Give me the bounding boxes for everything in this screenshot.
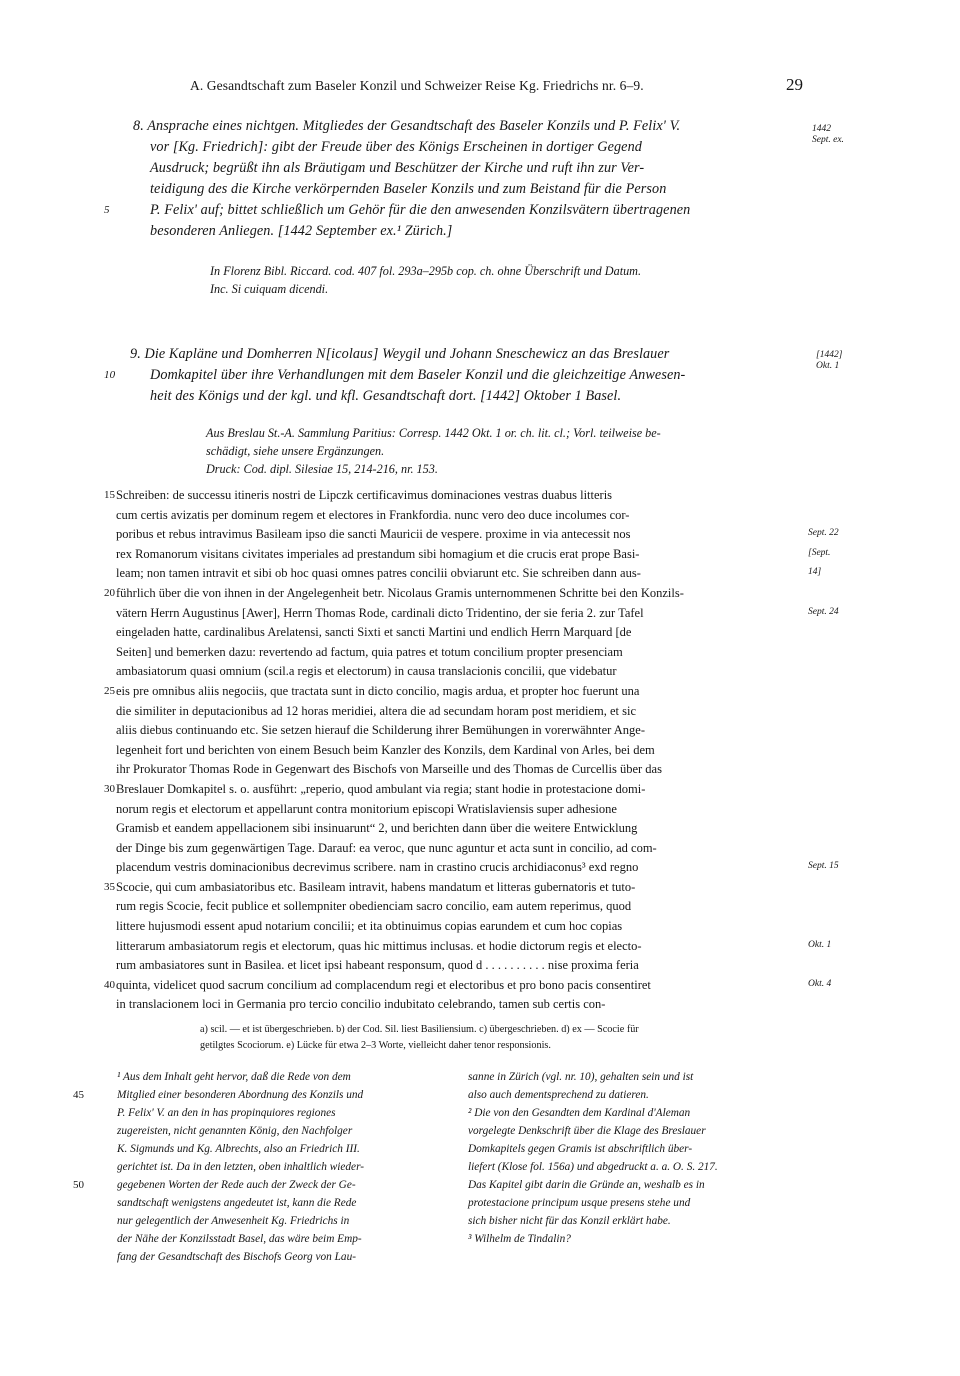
margin-date: Sept. 22 [808, 528, 839, 539]
footnote-text: sandtschaft wenigstens angedeutet ist, kann die Rede [117, 1197, 357, 1209]
margin-date: [Sept. [808, 547, 831, 558]
footnote-text: P. Felix' V. an den in has propinquiores regiones [117, 1107, 336, 1119]
apparatus-line: getilgtes Scociorum. e) Lücke für etwa 2–3 Worte, vielleicht daher tenor responsionis. [200, 1040, 551, 1051]
body-line-text: rex Romanorum visitans civitates imperiales ad prestandum sibi homagium et die crucis erat prope Basi- [116, 546, 640, 561]
body-line [0, 486, 960, 506]
document-9 [0, 344, 960, 476]
doc9-regest-line: heit des Königs und der kgl. und kfl. Gesandtschaft dort. [1442] Oktober 1 Basel. [150, 388, 622, 404]
body-line [0, 780, 960, 800]
body-line [0, 917, 960, 937]
body-line-text: littere hujusmodi essent apud notarium concilii; et ita obtinuimus copias earundem et cum hoc copias [116, 919, 623, 934]
doc8-source [0, 262, 960, 298]
doc8-regest-line: vor [Kg. Friedrich]: gibt der Freude über des Königs Erscheinen in dortiger Gegend [150, 139, 642, 155]
line-number: 20 [104, 586, 115, 599]
doc9-source-line: schädigt, siehe unsere Ergänzungen. [206, 444, 385, 458]
footnote-text: nur gelegentlich der Anwesenheit Kg. Friedrichs in [117, 1215, 350, 1227]
footnote-text: also auch dementsprechend zu datieren. [468, 1089, 649, 1101]
body-line-text: cum certis avizatis per dominum regem et electores in Frankfordia. nunc vero deo duce incolumes cor- [116, 507, 630, 522]
line-number: 5 [104, 204, 110, 216]
body-line [0, 702, 960, 722]
body-line [0, 623, 960, 643]
margin-year: [1442] [816, 350, 843, 360]
margin-day: Okt. 1 [816, 361, 840, 371]
body-line [0, 937, 960, 957]
document-8 [0, 116, 960, 296]
body-line [0, 564, 960, 584]
doc8-source-line: Inc. Si cuiquam dicendi. [210, 282, 329, 296]
page-number: 29 [786, 75, 803, 94]
body-line [0, 525, 960, 545]
margin-date: Sept. 24 [808, 606, 839, 617]
footnote-line [0, 1068, 960, 1086]
body-line [0, 995, 960, 1015]
running-header [0, 75, 960, 100]
body-line-text: Breslauer Domkapitel s. o. ausführt: „reperio, quod ambulant via regia; stant hodie in protestacione domi- [116, 781, 646, 796]
footnote-line [0, 1140, 960, 1158]
doc9-source-line: Aus Breslau St.-A. Sammlung Paritius: Corresp. 1442 Okt. 1 or. ch. lit. cl.; Vorl. teilweise be- [206, 426, 661, 440]
body-line [0, 662, 960, 682]
doc8-regest-line: P. Felix' auf; bittet schließlich um Gehör für die den anwesenden Konzilsvätern übertragenen [150, 202, 691, 218]
doc9-source [0, 424, 960, 478]
body-line-text: ihr Prokurator Thomas Rode in Gegenwart des Bischofs von Marseille und des Thomas de Curcellis über das [116, 762, 662, 777]
line-number: 50 [73, 1179, 84, 1191]
line-number: 15 [104, 489, 115, 501]
body-line [0, 956, 960, 976]
footnote-line [0, 1248, 960, 1266]
body-line-text: eis pre omnibus aliis negociis, que tractata sunt in dicto concilio, magis ardua, et propter hoc fuerunt una [116, 683, 640, 698]
footnote-text: Mitglied einer besonderen Abordnung des Konzils und [117, 1089, 364, 1101]
margin-date: Okt. 4 [808, 978, 832, 989]
body-line [0, 800, 960, 820]
footnote-line [0, 1086, 960, 1104]
footnote-text: ³ Wilhelm de Tindalin? [468, 1233, 571, 1245]
body-line-text: führlich über die von ihnen in der Angelegenheit betr. Nicolaus Gramis unternommenen Schritte bei den Konzils- [116, 585, 684, 600]
body-line [0, 741, 960, 761]
footnote-text: protestacione principum usque presens stehe und [468, 1197, 691, 1209]
body-line [0, 839, 960, 859]
doc8-source-line: In Florenz Bibl. Riccard. cod. 407 fol. 293a–295b cop. ch. ohne Überschrift und Datum. [210, 264, 642, 278]
body-line [0, 643, 960, 663]
doc8-margin-date [812, 124, 844, 146]
footnote-line [0, 1158, 960, 1176]
body-line-text: eingeladen hatte, cardinalibus Arelatensi, sancti Sixti et sancti Martini und endlich Herrn Marquard [de [116, 625, 632, 640]
margin-date: Sept. 15 [808, 861, 839, 872]
footnote-line [0, 1122, 960, 1140]
body-line-text: quinta, videlicet quod sacrum concilium ad complacendum regi et electoribus et pro bono pacis consentiret [116, 977, 651, 992]
footnote-line [0, 1194, 960, 1212]
footnote-text: sich bisher nicht für das Konzil erklärt habe. [468, 1215, 671, 1227]
footnote-text: sanne in Zürich (vgl. nr. 10), gehalten sein und ist [468, 1071, 694, 1083]
footnote-text: gerichtet ist. Da in den letzten, oben inhaltlich wieder- [117, 1161, 365, 1173]
doc9-regest-line: 9. Die Kapläne und Domherren N[icolaus] Weygil und Johann Sneschewicz an das Breslauer [130, 346, 670, 362]
body-line-text: Gramisb et eandem appellacionem sibi insinuarunt“ 2, und berichten dann über die weitere Entwicklung [116, 821, 638, 836]
body-line [0, 897, 960, 917]
apparatus-line: a) scil. — et ist übergeschrieben. b) der Cod. Sil. liest Basiliensium. c) übergeschrieben. d) ex — Scocie für [200, 1024, 639, 1035]
footnote-text: Domkapitels gegen Gramis ist abschriftlich über- [468, 1143, 693, 1155]
body-line [0, 819, 960, 839]
footnote-line [0, 1176, 960, 1194]
footnote-text: gegebenen Worten der Rede auch der Zweck der Ge- [117, 1179, 356, 1191]
footnote-text: vorgelegte Denkschrift über die Klage des Breslauer [468, 1125, 706, 1137]
margin-day: Sept. ex. [812, 135, 844, 145]
doc9-margin-date [816, 350, 842, 372]
letter-body [0, 486, 960, 1015]
doc8-regest-line: teidigung des die Kirche verkörpernden Baseler Konzils und zum Beistand für die Person [150, 181, 667, 197]
header-title: A. Gesandtschaft zum Baseler Konzil und Schweizer Reise Kg. Friedrichs nr. 6–9. [190, 78, 644, 93]
doc8-regest-line: besonderen Anliegen. [1442 September ex.¹ Zürich.] [150, 223, 453, 239]
footnote-text: K. Sigmunds und Kg. Albrechts, also an Friedrich III. [117, 1143, 360, 1155]
line-number: 45 [73, 1089, 84, 1101]
body-line-text: poribus et rebus intravimus Basileam ipso die sancti Mauricii de vespere. proxime in via antecessit nos [116, 527, 631, 542]
body-line-text: Schreiben: de successu itineris nostri de Lipczk certificavimus dominaciones vestras duabus litteris [116, 488, 613, 502]
body-line-text: die similiter in deputacionibus ad 12 horas meridiei, altera die ad secundam horam post meridiem, et sic [116, 703, 636, 718]
footnotes-right-column [0, 1068, 960, 1248]
body-line-text: leam; non tamen intravit et sibi ob hoc quasi omnes patres concilii obviarunt etc. Sie schreiben dann aus- [116, 566, 641, 581]
footnote-line [0, 1212, 960, 1230]
body-line [0, 604, 960, 624]
body-line-text: vätern Herrn Augustinus [Awer], Herrn Thomas Rode, cardinali dicto Tridentino, der sie feria 2. zur Tafel [116, 605, 644, 620]
body-line [0, 976, 960, 996]
footnote-text: fang der Gesandtschaft des Bischofs Georg von Lau- [117, 1251, 356, 1263]
line-number: 40 [104, 978, 115, 991]
body-line-text: rum regis Scocie, fecit publice et sollempniter obedienciam sacro concilio, eam autem reperimus, quod [116, 899, 632, 914]
body-line [0, 858, 960, 878]
doc8-regest-line: 8. Ansprache eines nichtgen. Mitgliedes der Gesandtschaft des Baseler Konzils und P. Felix' V. [133, 118, 681, 134]
line-number: 30 [104, 782, 115, 795]
body-line [0, 760, 960, 780]
footnote-text: liefert (Klose fol. 156a) und abgedruckt a. a. O. S. 217. [468, 1161, 718, 1173]
body-line-text: Seiten] und bemerken dazu: revertendo ad factum, quia patres et totum concilium propter presenciam [116, 644, 623, 659]
body-line [0, 506, 960, 526]
line-number: 10 [104, 369, 116, 381]
body-line-text: ambasiatorum quasi omnium (scil.a regis et electorum) in causa translacionis concilii, que videbatur [116, 664, 617, 679]
footnote-line [0, 1230, 960, 1248]
body-line-text: litterarum ambasiatorum regis et electorum, quas hic mittimus inclusas. et hodie dictorum regis et electo- [116, 938, 642, 953]
body-line-text: in translacionem loci in Germania pro tercio concilio indubitato celebrando, tamen sub certis con- [116, 997, 606, 1012]
body-line-text: der Dinge bis zum gegenwärtigen Tage. Darauf: ea veroc, que nunc aguntur et acta sunt in concilio, ad com- [116, 840, 657, 855]
doc9-source-line: Druck: Cod. dipl. Silesiae 15, 214-216, nr. 153. [206, 462, 438, 476]
footnote-text: Das Kapitel gibt darin die Gründe an, weshalb es in [468, 1179, 705, 1191]
footnote-text: ² Die von den Gesandten dem Kardinal d'Aleman [468, 1107, 691, 1119]
critical-apparatus [0, 1022, 960, 1054]
footnote-text: ¹ Aus dem Inhalt geht hervor, daß die Rede von dem [117, 1071, 351, 1083]
margin-year: 1442 [812, 124, 831, 134]
line-number: 25 [104, 684, 115, 697]
margin-date: Okt. 1 [808, 939, 832, 950]
doc8-regest-line: Ausdruck; begrüßt ihn als Bräutigam und Beschützer der Kirche und ruft ihn zur Ver- [150, 160, 645, 176]
body-line-text: aliis diebus continuando etc. Sie setzen hierauf die Schilderung ihrer Bemühungen in vorerwähnter Ange- [116, 723, 646, 738]
line-number: 35 [104, 880, 115, 893]
body-line [0, 878, 960, 898]
margin-date: 14] [808, 567, 822, 578]
body-line-text: norum regis et electorum et appellarunt contra monitorium episcopi Wratislaviensis super adhesione [116, 801, 617, 816]
footnote-text: zugereisten, nicht genannten König, den Nachfolger [117, 1125, 353, 1137]
body-line [0, 545, 960, 565]
doc9-regest-line: Domkapitel über ihre Verhandlungen mit dem Baseler Konzil und die gleichzeitige Anwesen- [150, 367, 686, 383]
body-line-text: Scocie, qui cum ambasiatoribus etc. Basileam intravit, habens mandatum et litteras gubernatoris et tuto- [116, 879, 636, 894]
body-line-text: placendum vestris dominacionibus decrevimus scribere. nam in crastino crucis archidiaconus³ exd regno [116, 860, 639, 875]
body-line [0, 721, 960, 741]
footnote-line [0, 1104, 960, 1122]
body-line [0, 682, 960, 702]
footnote-text: der Nähe der Konzilsstadt Basel, das wäre beim Emp- [117, 1233, 362, 1245]
body-line-text: legenheit fort und berichten von einem Besuch beim Kanzler des Konzils, dem Kardinal von Arles, bei dem [116, 742, 655, 757]
body-line [0, 584, 960, 604]
body-line-text: rum ambasiatores sunt in Basilea. et licet ipsi habeant responsum, quod d . . . . . . . . . . nise proxima feria [116, 958, 639, 973]
